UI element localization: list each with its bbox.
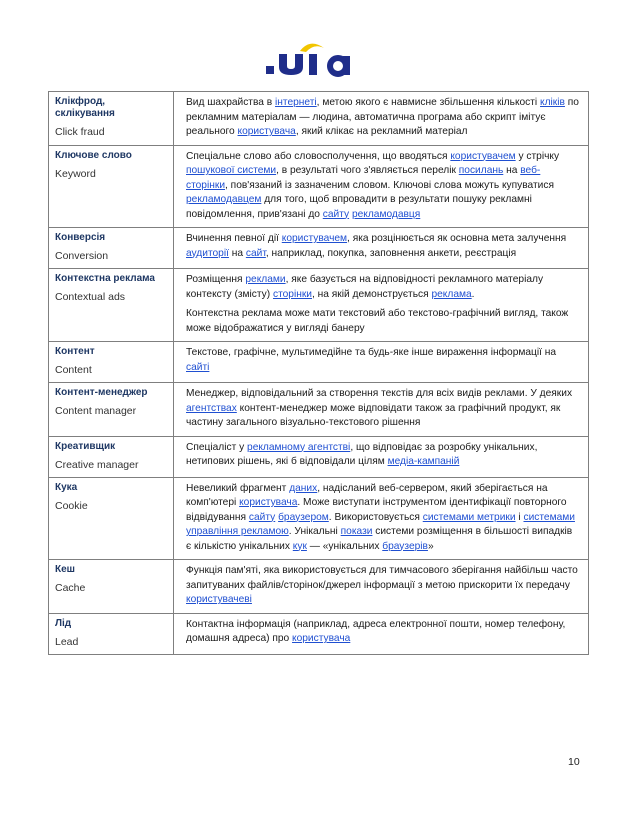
definition-text: Контекстна реклама може мати текстовий або текстово-графічний вигляд, також може відображатися у вигляді банеру: [186, 308, 569, 334]
definition-link[interactable]: реклама: [431, 288, 472, 300]
term-cell: [49, 228, 174, 269]
term-cell: [49, 342, 174, 383]
definition-text: Функція пам'яті, яка використовується для тимчасового зберігання найбільш часто запитуваних файлів/сторінок/джерел інформації з метою прискорити їх передачу: [186, 565, 578, 591]
term-cell: [49, 477, 174, 560]
definition-link[interactable]: сторінки: [272, 288, 312, 300]
definition-text: , що відповідає за розробку унікальних, нетипових рішень, які б відповідали цілям: [186, 441, 538, 467]
definition-text: . Може виступати інструментом ідентифікації повторного відвідування: [186, 497, 567, 523]
definition-link[interactable]: веб-сторінки: [186, 165, 541, 191]
term-cell: [49, 613, 174, 654]
logo-letter-u: [279, 54, 303, 75]
term-ukrainian: Контекстна реклама: [55, 273, 155, 284]
definition-text: — «унікальних: [306, 540, 383, 552]
definition-paragraph: [186, 232, 580, 261]
definition-text: по рекламним матеріалам — людина, автоматична програма або скрипт імітує реального: [186, 97, 579, 137]
term-ukrainian: Лід: [55, 617, 72, 629]
definition-text: , який клікає на рекламний матеріал: [295, 126, 468, 137]
definition-cell: [174, 436, 589, 477]
definition-paragraph: [186, 150, 580, 223]
term-cell: [49, 145, 174, 228]
term-cell: [49, 92, 174, 146]
logo-letter-i: [309, 54, 317, 75]
definition-cell: [174, 613, 589, 654]
definition-text: і: [515, 511, 524, 523]
definition-link[interactable]: користувачем: [281, 233, 348, 244]
definition-paragraph: [186, 346, 580, 375]
definition-cell: [174, 269, 589, 342]
definition-text: Розміщення: [186, 274, 246, 285]
term-english: Creative manager: [55, 458, 139, 471]
definition-text: Спеціальне слово або словосполучення, що вводяться: [186, 150, 451, 162]
definition-paragraph: [186, 564, 580, 608]
term-english: Content: [55, 364, 92, 376]
definition-paragraph: [186, 307, 580, 336]
definition-link[interactable]: сайті: [186, 361, 210, 373]
term-ukrainian: Клікфрод, склікування: [55, 96, 115, 119]
definition-link[interactable]: користувача: [292, 633, 351, 644]
glossary-row: [49, 92, 589, 146]
definition-link[interactable]: кліків: [540, 97, 565, 108]
term-ukrainian: Креативщик: [55, 440, 116, 452]
term-english: Click fraud: [55, 126, 105, 138]
definition-link[interactable]: користувачем: [450, 150, 516, 162]
definition-paragraph: [186, 482, 580, 555]
definition-link[interactable]: сайту: [248, 511, 276, 523]
term-cell: [49, 560, 174, 614]
definition-text: Вчинення певної дії: [186, 233, 282, 244]
term-ukrainian: Контент-менеджер: [55, 387, 148, 398]
definition-cell: [174, 92, 589, 146]
term-english: Lead: [55, 635, 79, 648]
term-english: Keyword: [55, 167, 96, 180]
definition-text: на: [228, 247, 246, 259]
term-cell: [49, 436, 174, 477]
logo-swoosh: [300, 44, 324, 52]
uia-logo: [264, 40, 364, 80]
definition-cell: [174, 560, 589, 614]
definition-text: , на якій демонструється: [312, 288, 432, 300]
definition-link[interactable]: рекламному агентстві: [247, 441, 351, 453]
glossary-body: [49, 92, 589, 655]
definition-text: , наприклад, покупка, заповнення анкети, реєстрація: [265, 247, 517, 259]
definition-text: .: [471, 288, 475, 300]
definition-text: Контактна інформація (наприклад, адреса електронної пошти, номер телефону, домашня адреса) про: [186, 618, 566, 644]
definition-link[interactable]: системами управління рекламою: [186, 511, 575, 537]
term-cell: [49, 383, 174, 437]
glossary-row: [49, 342, 589, 383]
definition-link[interactable]: сайту: [322, 208, 350, 220]
term-english: Cache: [55, 582, 86, 594]
definition-paragraph: [186, 96, 580, 140]
definition-text: для того, щоб впровадити в результати пошуку рекламні повідомлення, прив'язані до: [186, 194, 532, 220]
definition-link[interactable]: агентствах: [186, 402, 237, 414]
logo-letter-a-stem: [343, 56, 350, 75]
definition-text: . Унікальні: [288, 526, 341, 537]
definition-link[interactable]: даних: [289, 482, 318, 494]
definition-link[interactable]: користувача: [237, 126, 296, 137]
definition-text: системи розміщення в більшості випадків є кількістю унікальних: [186, 526, 573, 552]
definition-link[interactable]: кук: [292, 540, 307, 552]
term-ukrainian: Контент: [55, 346, 95, 357]
glossary-row: [49, 613, 589, 654]
term-ukrainian: Кука: [55, 481, 78, 493]
glossary-row: [49, 477, 589, 560]
term-cell: [49, 269, 174, 342]
definition-cell: [174, 383, 589, 437]
definition-text: контент-менеджер може відповідати також за графічний продукт, як частину загального візуально-текстового рішення: [186, 402, 561, 428]
page-number: 10: [568, 756, 580, 768]
logo-dot: [266, 66, 274, 74]
definition-text: , метою якого є навмисне збільшення кількості: [316, 97, 541, 108]
glossary-table: [48, 91, 589, 655]
definition-link[interactable]: користувача: [239, 497, 298, 508]
glossary-row: [49, 560, 589, 614]
definition-link[interactable]: медіа-кампаній: [387, 456, 460, 467]
definition-link[interactable]: реклами: [245, 274, 286, 285]
term-english: Contextual ads: [55, 291, 126, 303]
definition-link[interactable]: браузером: [278, 511, 329, 523]
definition-text: , яка розцінюється як основна мета залучення: [347, 233, 567, 244]
definition-cell: [174, 342, 589, 383]
definition-paragraph: [186, 618, 580, 647]
definition-link[interactable]: системами метрики: [422, 511, 516, 523]
definition-text: на: [503, 165, 521, 176]
definition-cell: [174, 228, 589, 269]
definition-text: Вид шахрайства в: [186, 97, 276, 108]
glossary-row: [49, 436, 589, 477]
definition-text: , пов'язаний із зазначеним словом. Ключові слова можуть купуватися: [225, 179, 554, 191]
definition-link[interactable]: інтернеті: [275, 97, 317, 108]
definition-text: . Використовується: [328, 511, 423, 523]
definition-paragraph: [186, 273, 580, 302]
definition-link[interactable]: браузерів: [382, 540, 428, 552]
definition-cell: [174, 145, 589, 228]
definition-text: у стрічку: [515, 150, 560, 162]
term-english: Cookie: [55, 499, 88, 512]
glossary-row: [49, 269, 589, 342]
definition-cell: [174, 477, 589, 560]
definition-link[interactable]: посилань: [458, 165, 504, 176]
glossary-row: [49, 383, 589, 437]
definition-link[interactable]: аудиторії: [186, 247, 229, 259]
definition-link[interactable]: рекламодавця: [351, 208, 421, 220]
term-ukrainian: Ключове слово: [55, 149, 132, 161]
definition-link[interactable]: рекламодавцем: [186, 194, 262, 205]
definition-link[interactable]: користувачеві: [186, 594, 252, 605]
glossary-row: [49, 228, 589, 269]
term-english: Conversion: [55, 250, 109, 262]
definition-text: , надісланий веб-сервером, який зберігається на комп'ютері: [186, 482, 548, 508]
definition-text: Текстове, графічне, мультимедійне та будь-яке інше вираження інформації на: [186, 347, 557, 358]
definition-text: , яке базується на відповідності рекламного матеріалу контексту (змісту): [186, 274, 544, 300]
definition-text: Спеціаліст у: [186, 441, 248, 453]
definition-paragraph: [186, 441, 580, 470]
definition-link[interactable]: покази: [340, 526, 373, 537]
glossary-row: [49, 145, 589, 228]
definition-link[interactable]: сайт: [245, 247, 266, 259]
definition-link[interactable]: пошукової системи: [186, 165, 277, 176]
definition-paragraph: [186, 387, 580, 431]
term-english: Content manager: [55, 405, 137, 417]
definition-text: , в результаті чого з'являється перелік: [276, 165, 459, 176]
definition-text: Невеликий фрагмент: [186, 482, 290, 494]
definition-text: Менеджер, відповідальний за створення текстів для всіх видів реклами. У деяких: [186, 388, 573, 399]
definition-text: »: [427, 540, 434, 552]
term-ukrainian: Конверсія: [55, 232, 106, 243]
term-ukrainian: Кеш: [55, 564, 75, 575]
